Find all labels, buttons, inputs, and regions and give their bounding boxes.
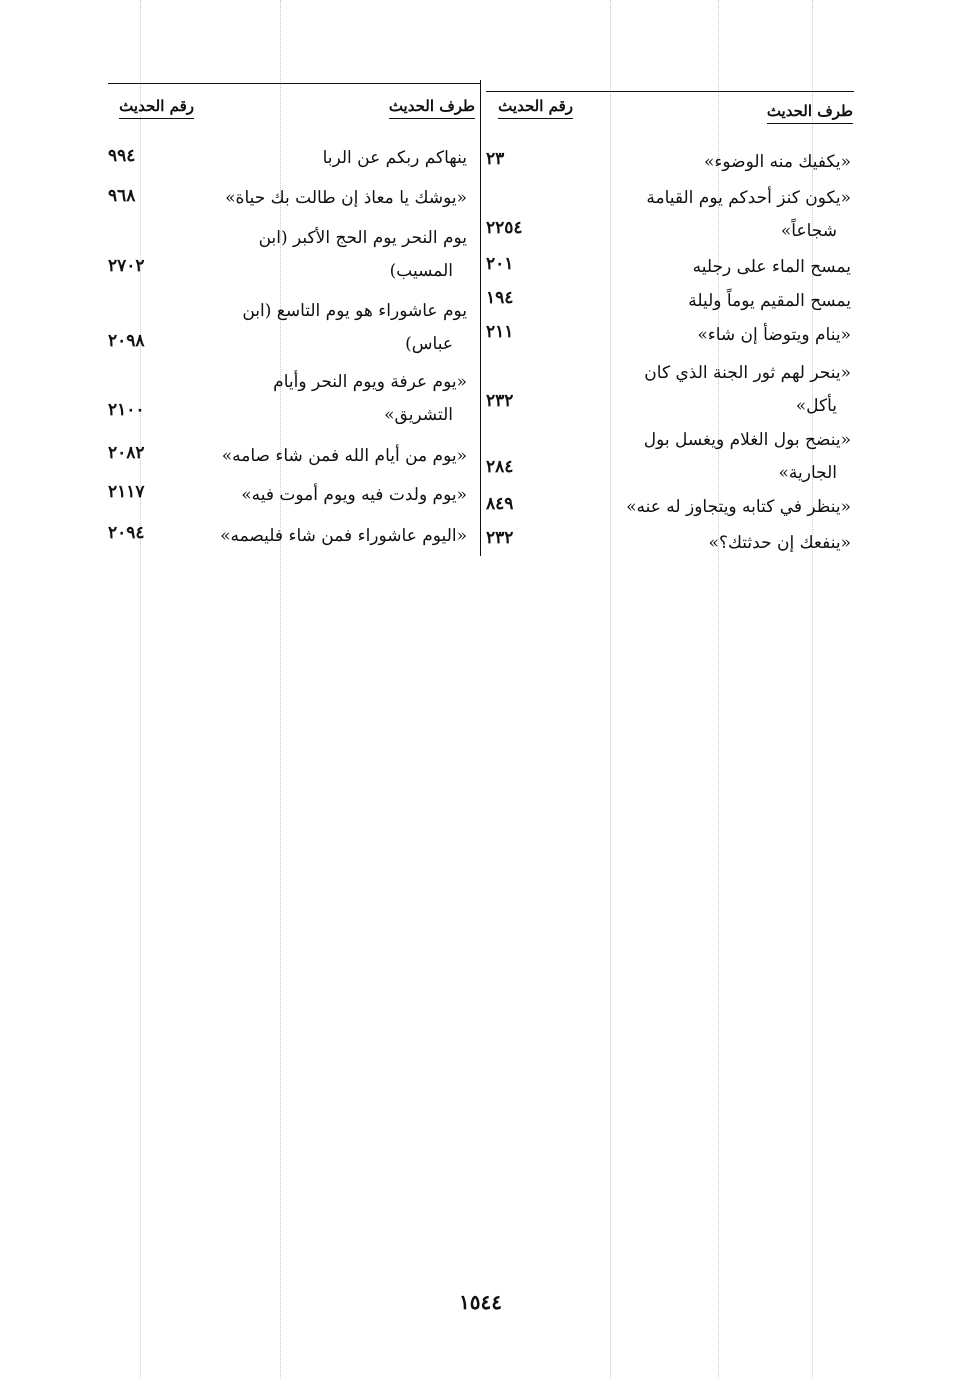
right-entry-number: ٨٤٩ <box>486 494 514 514</box>
entry-line: «اليوم عاشوراء فمن شاء فليصمه» <box>220 526 467 546</box>
right-entry-text <box>551 319 851 352</box>
left-column-text-header: طرف الحديث <box>389 97 475 119</box>
left-entry-text <box>167 366 467 432</box>
right-entry-number: ٢٣٢ <box>486 391 514 411</box>
entry-line: «يوم عرفة ويوم النحر وأيام <box>273 372 467 392</box>
entry-line: عباس) <box>405 334 453 354</box>
entry-line: الجارية» <box>778 463 837 483</box>
entry-line: «يكون كنز أحدكم يوم القيامة <box>646 188 851 208</box>
entry-line: «ينفعك إن حدثتك؟» <box>708 533 851 553</box>
entry-line: «يكفيك منه الوضوء» <box>703 152 851 172</box>
left-column-number-header: رقم الحديث <box>119 97 194 119</box>
entry-line: يمسح الماء على رجليه <box>692 257 851 277</box>
left-entry-number: ٢١١٧ <box>108 482 145 502</box>
right-entry-text <box>551 285 851 318</box>
left-entry-text <box>167 295 467 361</box>
left-entry-text <box>167 222 467 288</box>
right-column-number-header: رقم الحديث <box>498 97 573 119</box>
left-column-top-rule <box>108 83 480 84</box>
right-entry-text <box>551 182 851 248</box>
entry-line: ينهاكم ربكم عن الربا <box>322 148 467 168</box>
left-entry-text <box>167 182 467 215</box>
entry-line: «ينظر في كتابه ويتجاوز له عنه» <box>626 497 851 517</box>
left-entry-number: ٢١٠٠ <box>108 400 145 420</box>
right-entry-number: ٢٨٤ <box>486 457 514 477</box>
left-entry-text <box>167 520 467 553</box>
entry-line: يوم عاشوراء هو يوم التاسع (ابن <box>242 301 467 321</box>
right-entry-text <box>551 491 851 524</box>
entry-line: «يوم ولدت فيه ويوم أموت فيه» <box>241 485 467 505</box>
entry-line: «ينضح بول الغلام ويغسل بول <box>643 430 851 450</box>
entry-line: يمسح المقيم يوماً وليلة <box>688 291 851 311</box>
left-entry-number: ٢٠٩٤ <box>108 523 145 543</box>
left-entry-number: ٢٠٨٢ <box>108 443 145 463</box>
right-entry-number: ١٩٤ <box>486 288 514 308</box>
left-entry-number: ٢٠٩٨ <box>108 331 145 351</box>
entry-line: المسيب) <box>389 261 453 281</box>
left-entry-text <box>167 142 467 175</box>
entry-line: يأكل» <box>795 396 837 416</box>
entry-line: «ينام ويتوضأ إن شاء» <box>697 325 851 345</box>
entry-line: «ينحر لهم ثور الجنة الذي كان <box>644 363 851 383</box>
right-entry-number: ٢٣ <box>486 149 505 169</box>
right-entry-number: ٢١١ <box>486 322 514 342</box>
right-entry-text <box>551 146 851 179</box>
scan-line <box>140 0 141 1378</box>
right-entry-text <box>551 251 851 284</box>
left-entry-number: ٩٩٤ <box>108 146 136 166</box>
left-entry-text <box>167 479 467 512</box>
left-entry-text <box>167 440 467 473</box>
entry-line: التشريق» <box>384 405 453 425</box>
right-entry-number: ٢٢٥٤ <box>486 218 523 238</box>
right-column-text-header: طرف الحديث <box>767 102 853 124</box>
entry-line: شجاعاً» <box>780 221 837 241</box>
right-entry-text <box>551 357 851 423</box>
right-entry-number: ٢٠١ <box>486 254 514 274</box>
right-entry-text <box>551 424 851 490</box>
entry-line: «يوشك يا معاذ إن طالت بك حياة» <box>225 188 467 208</box>
entry-line: يوم النحر يوم الحج الأكبر (ابن <box>258 228 467 248</box>
right-column-top-rule <box>486 91 854 92</box>
entry-line: «يوم من أيام الله فمن شاء صامه» <box>221 446 467 466</box>
page-number: ١٥٤٤ <box>459 1290 502 1314</box>
left-entry-number: ٢٧٠٢ <box>108 256 145 276</box>
column-separator <box>480 80 481 556</box>
right-entry-number: ٢٣٢ <box>486 528 514 548</box>
left-entry-number: ٩٦٨ <box>108 186 136 206</box>
right-entry-text <box>551 527 851 560</box>
